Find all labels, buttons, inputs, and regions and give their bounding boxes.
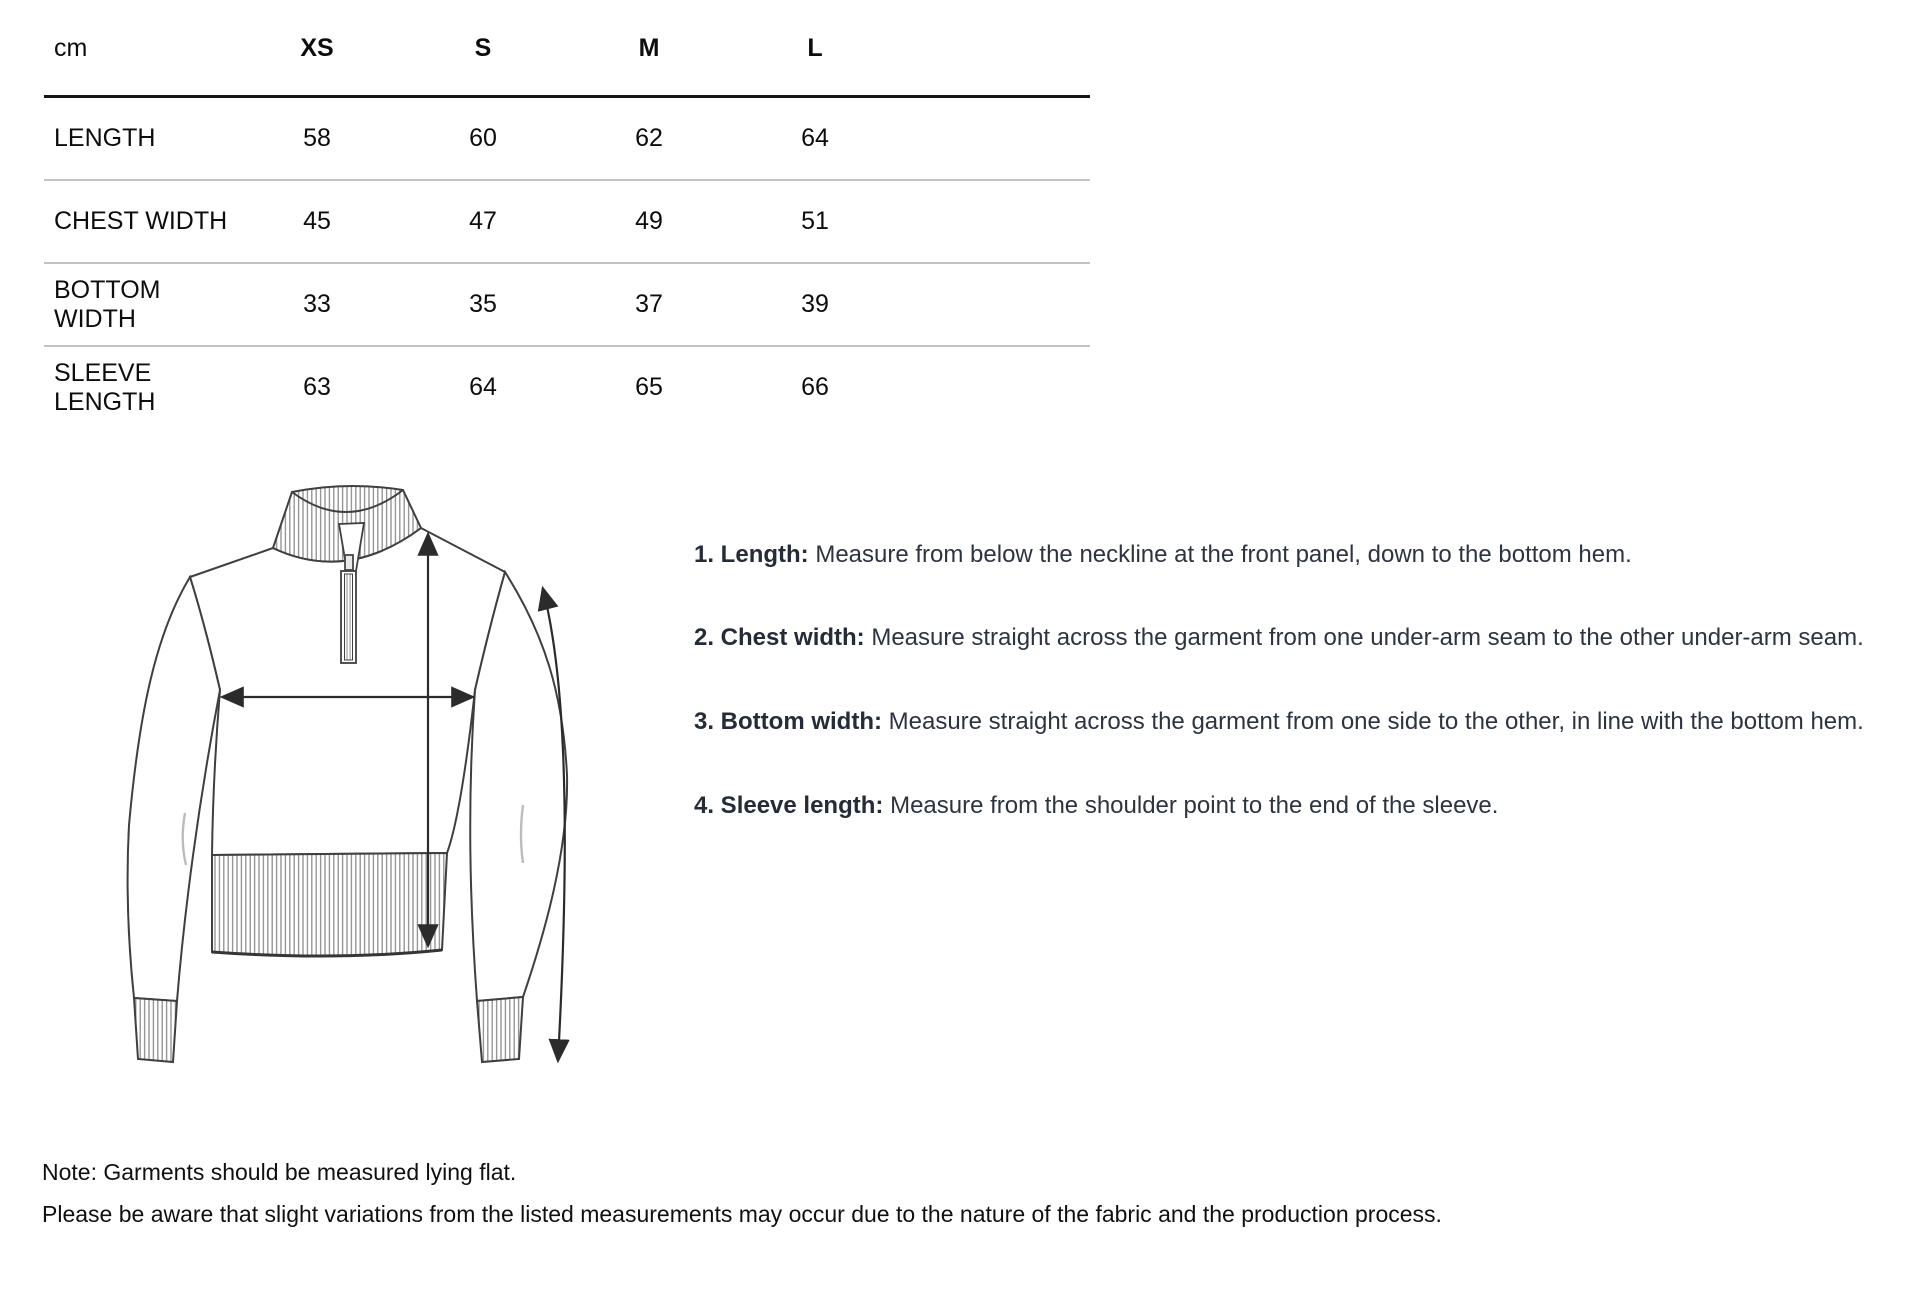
left-sleeve xyxy=(128,577,220,1001)
value-bottom-xs: 33 xyxy=(303,290,331,318)
instruction-chest-width-text: Measure straight across the garment from one under-arm seam to the other under-arm seam. xyxy=(871,624,1864,651)
value-chest-xs: 45 xyxy=(303,207,331,235)
instruction-bottom-width-text: Measure straight across the garment from one side to the other, in line with the bottom hem. xyxy=(888,708,1864,735)
note-variations: Please be aware that slight variations from the listed measurements may occur due to the nature of the fabric and the production process. xyxy=(42,1201,1442,1227)
row-label: CHEST WIDTH xyxy=(54,207,228,235)
size-header-m: M xyxy=(638,34,660,62)
value-length-m: 62 xyxy=(635,124,663,152)
hem-band xyxy=(212,853,447,956)
left-cuff xyxy=(134,998,177,1062)
value-length-xs: 58 xyxy=(303,124,331,152)
row-label: SLEEVE LENGTH xyxy=(54,358,156,416)
size-header-l: L xyxy=(807,34,823,62)
instruction-length xyxy=(694,540,1632,570)
size-table-header-row xyxy=(44,26,1090,98)
size-header-xs: XS xyxy=(300,34,334,62)
size-table xyxy=(44,26,1090,428)
instruction-length-text: Measure from below the neckline at the front panel, down to the bottom hem. xyxy=(815,541,1632,568)
quarter-zip-sweater-illustration xyxy=(95,385,585,1080)
zipper-teeth xyxy=(345,574,353,660)
value-bottom-l: 39 xyxy=(801,290,829,318)
instruction-sleeve-length xyxy=(694,791,1498,821)
note-measure-flat: Note: Garments should be measured lying flat. xyxy=(42,1159,517,1185)
instruction-sleeve-length-text: Measure from the shoulder point to the end of the sleeve. xyxy=(890,792,1499,819)
value-length-l: 64 xyxy=(801,124,829,152)
instruction-bottom-width xyxy=(694,707,1864,737)
row-label: BOTTOM WIDTH xyxy=(54,275,161,333)
unit-label: cm xyxy=(54,34,88,62)
zipper-slider xyxy=(345,555,353,570)
table-row-length xyxy=(44,98,1090,181)
value-chest-s: 47 xyxy=(469,207,497,235)
header-spacer xyxy=(898,26,1090,34)
value-length-s: 60 xyxy=(469,124,497,152)
value-bottom-s: 35 xyxy=(469,290,497,318)
size-header-s: S xyxy=(474,34,492,62)
value-sleeve-s: 64 xyxy=(469,373,497,401)
value-chest-l: 51 xyxy=(801,207,829,235)
instruction-sleeve-length-label: 4. Sleeve length: xyxy=(694,792,884,819)
value-sleeve-l: 66 xyxy=(801,373,829,401)
table-row-chest-width xyxy=(44,181,1090,264)
value-sleeve-m: 65 xyxy=(635,373,663,401)
value-chest-m: 49 xyxy=(635,207,663,235)
instruction-bottom-width-label: 3. Bottom width: xyxy=(694,708,882,735)
value-sleeve-xs: 63 xyxy=(303,373,331,401)
instruction-chest-width xyxy=(694,623,1864,653)
table-row-bottom-width xyxy=(44,264,1090,347)
instruction-chest-width-label: 2. Chest width: xyxy=(694,624,865,651)
right-cuff xyxy=(477,997,523,1062)
instruction-length-label: 1. Length: xyxy=(694,541,809,568)
row-label: LENGTH xyxy=(54,124,156,152)
garment-measurement-diagram xyxy=(95,385,585,1080)
value-bottom-m: 37 xyxy=(635,290,663,318)
